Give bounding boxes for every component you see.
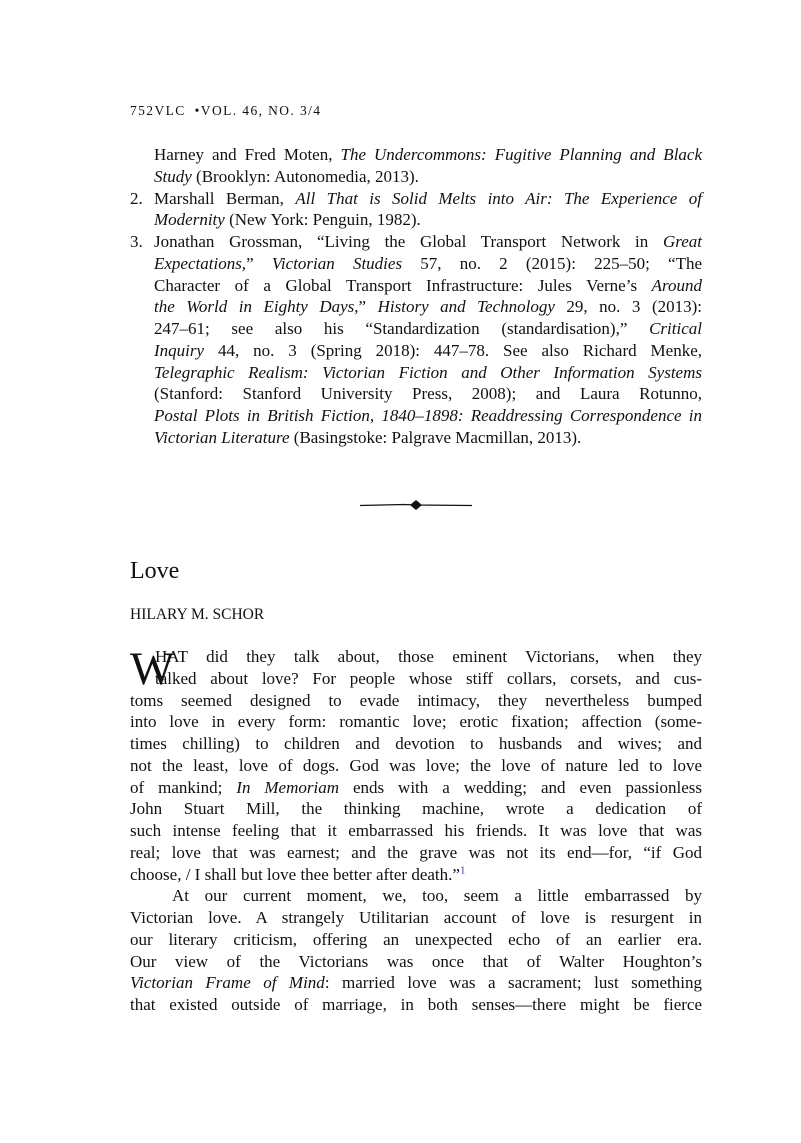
- text-run: not the least, love of dogs. God was love; the love of nature led to love: [130, 755, 702, 775]
- italic-text: Around: [651, 275, 702, 295]
- endnotes: [130, 144, 702, 449]
- article-body: [130, 643, 702, 1016]
- italic-text: Modernity: [154, 210, 225, 230]
- text-run: toms seemed designed to evade intimacy, they nevertheless bumped: [130, 690, 702, 710]
- italic-text: Critical: [649, 319, 702, 338]
- text-run: times chilling) to children and devotion to husbands and wives; and: [130, 734, 702, 753]
- text-line: [130, 798, 702, 820]
- text-line: [154, 362, 702, 384]
- text-line: [154, 405, 702, 427]
- endnote: [130, 144, 702, 188]
- italic-text: Victorian Frame of Mind: [130, 973, 325, 993]
- italic-text: Victorian Literature: [154, 427, 290, 447]
- text-line: [130, 907, 702, 929]
- volume-issue: VOL. 46, NO. 3/4: [200, 103, 322, 118]
- text-line: [154, 296, 702, 318]
- note-number: 3.: [130, 232, 143, 251]
- endnote: [130, 231, 702, 449]
- text-line: [154, 427, 702, 449]
- text-line: [130, 972, 702, 994]
- text-run: Jonathan Grossman, “Living the Global Transport Network in: [154, 232, 663, 251]
- text-run: (Basingstoke: Palgrave Macmillan, 2013).: [289, 427, 582, 447]
- text-run: ”: [358, 297, 378, 317]
- text-line: [130, 994, 702, 1016]
- text-run: real; love that was earnest; and the grave was not its end—for, “if God: [130, 842, 702, 862]
- text-line: [154, 275, 702, 297]
- italic-text: the World in Eighty Days,: [154, 297, 359, 317]
- footnote-ref[interactable]: 1: [459, 863, 466, 876]
- text-line: [154, 188, 702, 210]
- italic-text: Study: [154, 166, 192, 186]
- text-run: Harney and Fred Moten,: [154, 145, 341, 164]
- text-line: [154, 383, 702, 405]
- italic-text: In Memoriam: [236, 777, 339, 797]
- text-line: [154, 166, 702, 188]
- italic-text: Expectations,: [154, 253, 247, 273]
- text-line: [130, 755, 702, 777]
- endnote: [130, 188, 702, 232]
- text-run: 29, no. 3 (2013):: [554, 297, 702, 317]
- text-run: 44, no. 3 (Spring 2018): 447–78. See also Richard Menke,: [204, 340, 702, 360]
- text-run: Marshall Berman,: [154, 188, 296, 208]
- text-line: [154, 318, 702, 340]
- text-run: John Stuart Mill, the thinking machine, wrote a dedication of: [130, 799, 702, 819]
- text-line: [130, 820, 702, 842]
- text-run: At our current moment, we, too, seem a little embarrassed by: [172, 886, 702, 906]
- text-run: that existed outside of marriage, in both senses—there might be fierce: [130, 995, 702, 1014]
- text-run: HAT did they talk about, those eminent Victorians, when they: [155, 647, 702, 666]
- italic-text: Postal Plots in British Fiction, 1840–1898: Readdressing Correspondence in: [154, 406, 702, 425]
- paragraph: [130, 885, 702, 1016]
- article-title: Love: [130, 558, 180, 584]
- text-line: [130, 777, 702, 799]
- journal-name: VLC: [154, 103, 186, 118]
- text-run: into love in every form: romantic love; erotic fixation; affection (some-: [130, 712, 702, 732]
- text-run: ”: [246, 253, 272, 273]
- text-run: choose, / I shall but love thee better after death.”: [130, 864, 460, 884]
- text-run: 57, no. 2 (2015): 225–50; “The: [402, 253, 703, 273]
- note-number: 2.: [130, 188, 143, 208]
- text-line: [154, 340, 702, 362]
- page-number: 752: [130, 103, 155, 118]
- italic-text: History and Technology: [377, 297, 555, 317]
- text-run: Character of a Global Transport Infrastructure: Jules Verne’s: [154, 275, 652, 295]
- text-line: [154, 253, 702, 275]
- bullet-separator: •: [194, 103, 201, 118]
- text-line: [130, 864, 702, 886]
- italic-text: Telegraphic Realism: Victorian Fiction and Other Information Systems: [154, 362, 702, 382]
- italic-text: All That is Solid Melts into Air: The Experience of: [295, 188, 702, 208]
- text-line: [154, 144, 702, 166]
- text-line: [130, 690, 702, 712]
- italic-text: Great: [662, 232, 702, 251]
- text-run: of mankind;: [130, 777, 237, 797]
- italic-text: The Undercommons: Fugitive Planning and Black: [340, 145, 703, 164]
- text-run: (Brooklyn: Autonomedia, 2013).: [191, 166, 419, 186]
- text-line: [130, 646, 702, 668]
- text-run: Victorian love. A strangely Utilitarian account of love is resurgent in: [130, 908, 702, 927]
- italic-text: Inquiry: [154, 340, 205, 360]
- text-line: [154, 231, 702, 253]
- text-line: [130, 668, 702, 690]
- text-run: : married love was a sacrament; lust something: [324, 973, 702, 993]
- text-run: our literary criticism, offering an unexpected echo of an earlier era.: [130, 929, 702, 949]
- text-run: ends with a wedding; and even passionless: [339, 777, 702, 797]
- italic-text: Victorian Studies: [271, 253, 403, 273]
- text-run: such intense feeling that it embarrassed his friends. It was love that was: [130, 821, 702, 840]
- text-run: 247–61; see also his “Standardization (standardisation),”: [154, 319, 650, 338]
- text-line: [130, 885, 702, 907]
- article-author: HILARY M. SCHOR: [130, 606, 265, 623]
- text-run: talked about love? For people whose stiff collars, corsets, and cus-: [155, 668, 702, 688]
- text-line: [154, 209, 702, 231]
- text-line: [130, 711, 702, 733]
- text-line: [130, 733, 702, 755]
- text-run: (Stanford: Stanford University Press, 2008); and Laura Rotunno,: [154, 384, 702, 404]
- text-run: (New York: Penguin, 1982).: [224, 210, 421, 230]
- section-ornament-icon: [360, 498, 472, 517]
- running-header: [130, 103, 321, 119]
- text-run: Our view of the Victorians was once that of Walter Houghton’s: [130, 951, 702, 971]
- paragraph: [130, 643, 702, 885]
- text-line: [130, 842, 702, 864]
- drop-cap: W: [130, 643, 175, 695]
- text-line: [130, 951, 702, 973]
- text-line: [130, 929, 702, 951]
